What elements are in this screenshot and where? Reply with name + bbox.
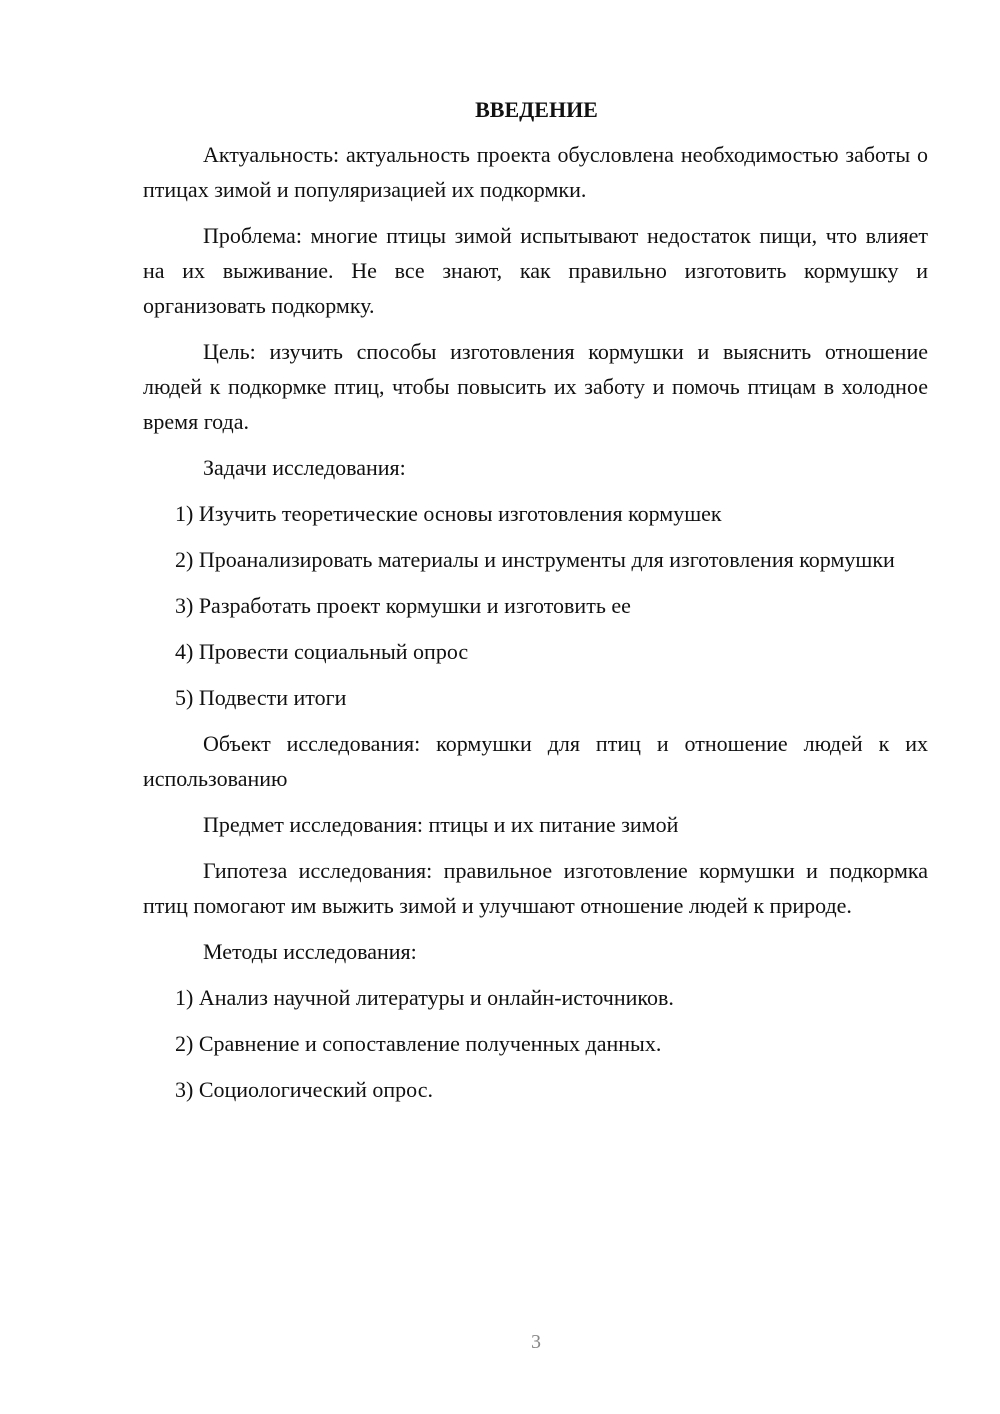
paragraph-subject: Предмет исследования: птицы и их питание зимой	[203, 812, 679, 837]
method-item-1: 1) Анализ научной литературы и онлайн-источников.	[175, 985, 674, 1010]
task-item-1: 1) Изучить теоретические основы изготовления кормушек	[175, 501, 722, 526]
task-item-2: 2) Проанализировать материалы и инструменты для изготовления кормушки	[175, 547, 895, 572]
paragraph-object: Объект исследования: кормушки для птиц и отношение людей к их использованию	[143, 731, 928, 791]
task-item-3: 3) Разработать проект кормушки и изготовить ее	[175, 593, 631, 618]
method-item-3: 3) Социологический опрос.	[175, 1077, 433, 1102]
paragraph-problem: Проблема: многие птицы зимой испытывают недостаток пищи, что влияет на их выживание. Не все знают, как правильно изготовить кормушку и организовать подкормку.	[143, 223, 928, 318]
paragraph-methods-heading: Методы исследования:	[203, 939, 417, 964]
paragraph-goal: Цель: изучить способы изготовления кормушки и выяснить отношение людей к подкормке птиц, чтобы повысить их заботу и помочь птицам в холодное время года.	[143, 339, 928, 434]
paragraph-hypothesis: Гипотеза исследования: правильное изготовление кормушки и подкормка птиц помогают им выжить зимой и улучшают отношение людей к природе.	[143, 858, 928, 918]
paragraph-relevance: Актуальность: актуальность проекта обусловлена необходимостью заботы о птицах зимой и популяризацией их подкормки.	[143, 142, 928, 202]
page-content	[143, 92, 928, 1118]
section-title: ВВЕДЕНИЕ	[475, 97, 598, 122]
task-item-4: 4) Провести социальный опрос	[175, 639, 469, 664]
paragraph-tasks-heading: Задачи исследования:	[203, 455, 406, 480]
task-item-5: 5) Подвести итоги	[175, 685, 347, 710]
method-item-2: 2) Сравнение и сопоставление полученных данных.	[175, 1031, 662, 1056]
page-number: 3	[531, 1331, 541, 1353]
